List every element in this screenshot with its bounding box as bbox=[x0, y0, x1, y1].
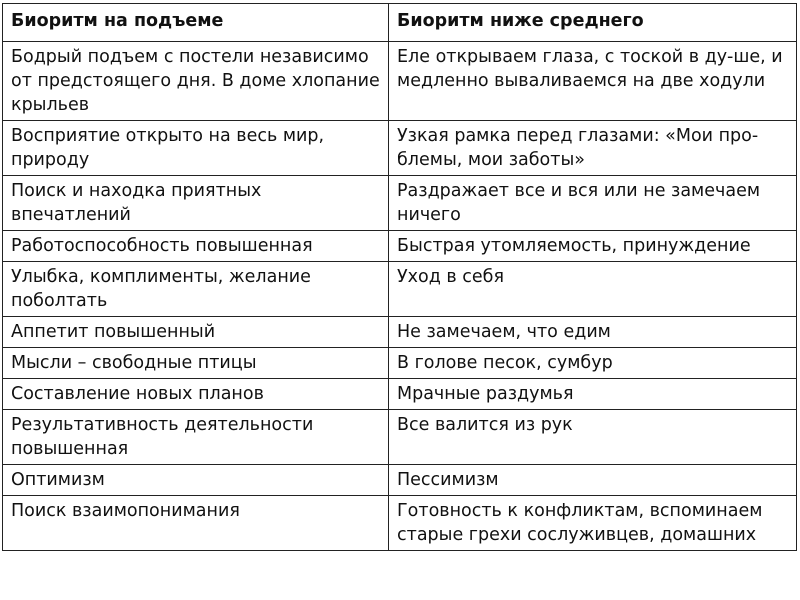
table-row bbox=[3, 121, 797, 176]
table-cell: Все валится из рук bbox=[389, 410, 797, 465]
table-row bbox=[3, 176, 797, 231]
table-cell: Улыбка, комплименты, желание поболтать bbox=[3, 262, 389, 317]
table-cell: Поиск взаимопонимания bbox=[3, 496, 389, 551]
table-cell: Не замечаем, что едим bbox=[389, 317, 797, 348]
table-row bbox=[3, 262, 797, 317]
table-cell: В голове песок, сумбур bbox=[389, 348, 797, 379]
table-cell: Составление новых планов bbox=[3, 379, 389, 410]
header-cell-below: Биоритм ниже среднего bbox=[389, 4, 797, 42]
table-cell: Пессимизм bbox=[389, 465, 797, 496]
biorhythm-comparison-table bbox=[2, 3, 797, 551]
table-cell: Поиск и находка приятных впечатлений bbox=[3, 176, 389, 231]
table-cell: Быстрая утомляемость, принуждение bbox=[389, 231, 797, 262]
table-header-row bbox=[3, 4, 797, 42]
table-row bbox=[3, 348, 797, 379]
table-cell: Узкая рамка перед глазами: «Мои про-блемы, мои заботы» bbox=[389, 121, 797, 176]
table-cell: Мысли – свободные птицы bbox=[3, 348, 389, 379]
table-row bbox=[3, 465, 797, 496]
table-cell: Бодрый подъем с постели независимо от предстоящего дня. В доме хлопание крыльев bbox=[3, 42, 389, 121]
table-row bbox=[3, 42, 797, 121]
table-row bbox=[3, 317, 797, 348]
table-row bbox=[3, 231, 797, 262]
table-cell: Раздражает все и вся или не замечаем ничего bbox=[389, 176, 797, 231]
table-row bbox=[3, 379, 797, 410]
header-cell-rise: Биоритм на подъеме bbox=[3, 4, 389, 42]
table-cell: Готовность к конфликтам, вспоминаем старые грехи сослуживцев, домашних bbox=[389, 496, 797, 551]
table-row bbox=[3, 496, 797, 551]
table-cell: Оптимизм bbox=[3, 465, 389, 496]
table-row bbox=[3, 410, 797, 465]
table-cell: Работоспособность повышенная bbox=[3, 231, 389, 262]
table-cell: Уход в себя bbox=[389, 262, 797, 317]
table-cell: Мрачные раздумья bbox=[389, 379, 797, 410]
table-cell: Результативность деятельности повышенная bbox=[3, 410, 389, 465]
table-cell: Восприятие открыто на весь мир, природу bbox=[3, 121, 389, 176]
table-cell: Еле открываем глаза, с тоской в ду-ше, и медленно вываливаемся на две ходули bbox=[389, 42, 797, 121]
table-cell: Аппетит повышенный bbox=[3, 317, 389, 348]
